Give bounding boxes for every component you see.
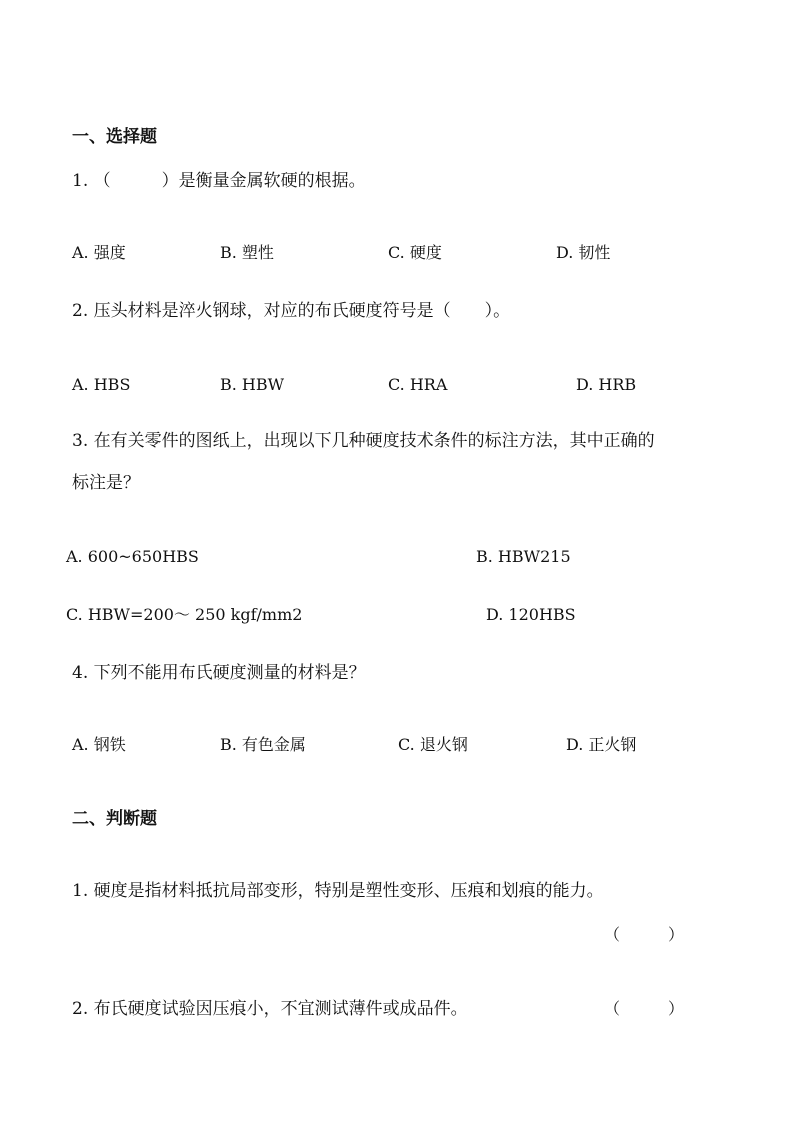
q3-option-c: C. HBW=200～ 250 kgf/mm2: [66, 605, 303, 624]
q4-option-a: A. 钢铁: [72, 735, 126, 754]
q1-option-c: C. 硬度: [388, 243, 442, 262]
question-3-text-line1: 3. 在有关零件的图纸上，出现以下几种硬度技术条件的标注方法，其中正确的: [72, 431, 655, 451]
judge-1-answer-blank: （ ）: [604, 925, 685, 944]
question-2-text: 2. 压头材料是淬火钢球，对应的布氏硬度符号是（ ）。: [72, 301, 511, 321]
q3-option-b: B. HBW215: [476, 547, 571, 566]
section-title-choice: 一、选择题: [72, 127, 157, 147]
q1-option-a: A. 强度: [72, 243, 126, 262]
question-4-text: 4. 下列不能用布氏硬度测量的材料是？: [72, 663, 366, 683]
section-title-judgement: 二、判断题: [72, 809, 157, 829]
q1-option-b: B. 塑性: [220, 243, 274, 262]
question-1-text: 1. （ ）是衡量金属软硬的根据。: [72, 171, 366, 191]
q3-option-a: A. 600~650HBS: [66, 547, 199, 566]
q2-option-b: B. HBW: [220, 375, 285, 394]
judge-2-text: 2. 布氏硬度试验因压痕小，不宜测试薄件或成品件。: [72, 999, 468, 1019]
judge-2-answer-blank: （ ）: [604, 999, 685, 1018]
q3-option-d: D. 120HBS: [486, 605, 576, 624]
judge-1-text: 1. 硬度是指材料抵抗局部变形，特别是塑性变形、压痕和划痕的能力。: [72, 881, 604, 901]
q2-option-c: C. HRA: [388, 375, 448, 394]
q2-option-a: A. HBS: [72, 375, 131, 394]
question-3-text-line2: 标注是？: [72, 473, 140, 493]
q4-option-c: C. 退火钢: [398, 735, 468, 754]
q4-option-b: B. 有色金属: [220, 735, 306, 754]
q4-option-d: D. 正火钢: [566, 735, 637, 754]
q1-option-d: D. 韧性: [556, 243, 611, 262]
q2-option-d: D. HRB: [576, 375, 637, 394]
